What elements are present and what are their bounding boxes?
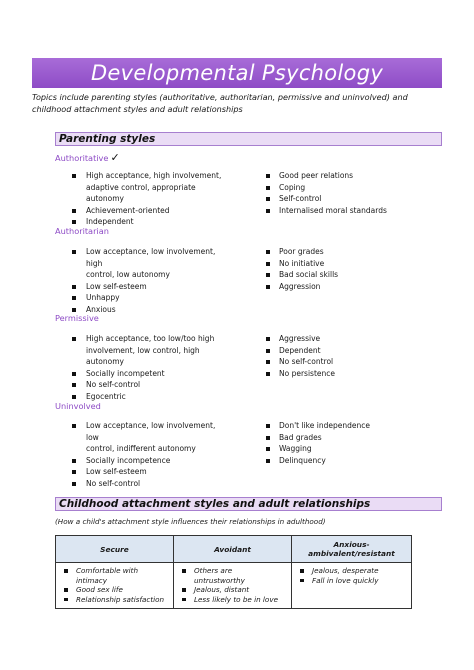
list-item: Good peer relations: [266, 170, 436, 182]
list-item: Good sex life: [60, 585, 169, 595]
attachment-table: [55, 535, 412, 609]
anxious-cell: [292, 563, 412, 609]
list-item: Less likely to be in love: [178, 595, 287, 605]
uninvolved-heading: Uninvolved: [55, 401, 101, 411]
list-item: Don't like independence: [266, 420, 436, 432]
list-item: No self-control: [72, 478, 222, 490]
list-item: Unhappy: [72, 292, 222, 304]
list-item: Self-control: [266, 193, 436, 205]
list-item: Low self-esteem: [72, 281, 222, 293]
authoritarian-heading: Authoritarian: [55, 226, 109, 236]
list-item: High acceptance, too low/too high involvement, low control, high autonomy: [72, 333, 222, 368]
list-item: No persistence: [266, 368, 436, 380]
list-item: Independent: [72, 216, 222, 228]
list-item: Internalised moral standards: [266, 205, 436, 217]
list-item: Low self-esteem: [72, 466, 222, 478]
list-item: Comfortable with intimacy: [60, 566, 169, 585]
column-header-avoidant: Avoidant: [174, 536, 292, 563]
checkmark-icon: ✓: [110, 151, 120, 164]
authoritative-heading: Authoritative ✓: [55, 151, 120, 164]
list-item: Delinquency: [266, 455, 436, 467]
permissive-traits: [72, 333, 222, 403]
uninvolved-traits: [72, 420, 222, 490]
list-item: Socially incompetent: [72, 368, 222, 380]
list-item: Others are untrustworthy: [178, 566, 287, 585]
page-title: Developmental Psychology: [32, 58, 442, 88]
list-item: Bad grades: [266, 432, 436, 444]
list-item: Aggressive: [266, 333, 436, 345]
list-item: Poor grades: [266, 246, 436, 258]
list-item: Jealous, desperate: [296, 566, 407, 576]
table-header-row: [56, 536, 412, 563]
table-row: [56, 563, 412, 609]
authoritarian-outcomes: [266, 246, 436, 292]
authoritative-outcomes: [266, 170, 436, 216]
list-item: No self-control: [72, 379, 222, 391]
attachment-heading: Childhood attachment styles and adult relationships: [55, 497, 442, 511]
list-item: Relationship satisfaction: [60, 595, 169, 605]
intro-text: Topics include parenting styles (authoritative, authoritarian, permissive and uninvolved) and childhood attachment styles and adult relationships: [32, 92, 408, 114]
list-item: High acceptance, high involvement, adaptive control, appropriate autonomy: [72, 170, 222, 205]
avoidant-cell: [174, 563, 292, 609]
list-item: Dependent: [266, 345, 436, 357]
list-item: Achievement-oriented: [72, 205, 222, 217]
list-item: Jealous, distant: [178, 585, 287, 595]
column-header-anxious: Anxious-ambivalent/resistant: [292, 536, 412, 563]
list-item: Wagging: [266, 443, 436, 455]
list-item: Low acceptance, low involvement, low control, indifferent autonomy: [72, 420, 222, 455]
authoritative-traits: [72, 170, 222, 228]
list-item: No initiative: [266, 258, 436, 270]
list-item: Anxious: [72, 304, 222, 316]
attachment-caption: (How a child's attachment style influences their relationships in adulthood): [55, 517, 326, 526]
authoritarian-traits: [72, 246, 222, 316]
parenting-styles-heading: Parenting styles: [55, 132, 442, 146]
list-item: Socially incompetence: [72, 455, 222, 467]
list-item: Coping: [266, 182, 436, 194]
list-item: Fall in love quickly: [296, 576, 407, 586]
list-item: Low acceptance, low involvement, high control, low autonomy: [72, 246, 222, 281]
permissive-heading: Permissive: [55, 313, 99, 323]
list-item: No self-control: [266, 356, 436, 368]
list-item: Aggression: [266, 281, 436, 293]
uninvolved-outcomes: [266, 420, 436, 466]
list-item: Bad social skills: [266, 269, 436, 281]
secure-cell: [56, 563, 174, 609]
permissive-outcomes: [266, 333, 436, 379]
column-header-secure: Secure: [56, 536, 174, 563]
list-item: Egocentric: [72, 391, 222, 403]
